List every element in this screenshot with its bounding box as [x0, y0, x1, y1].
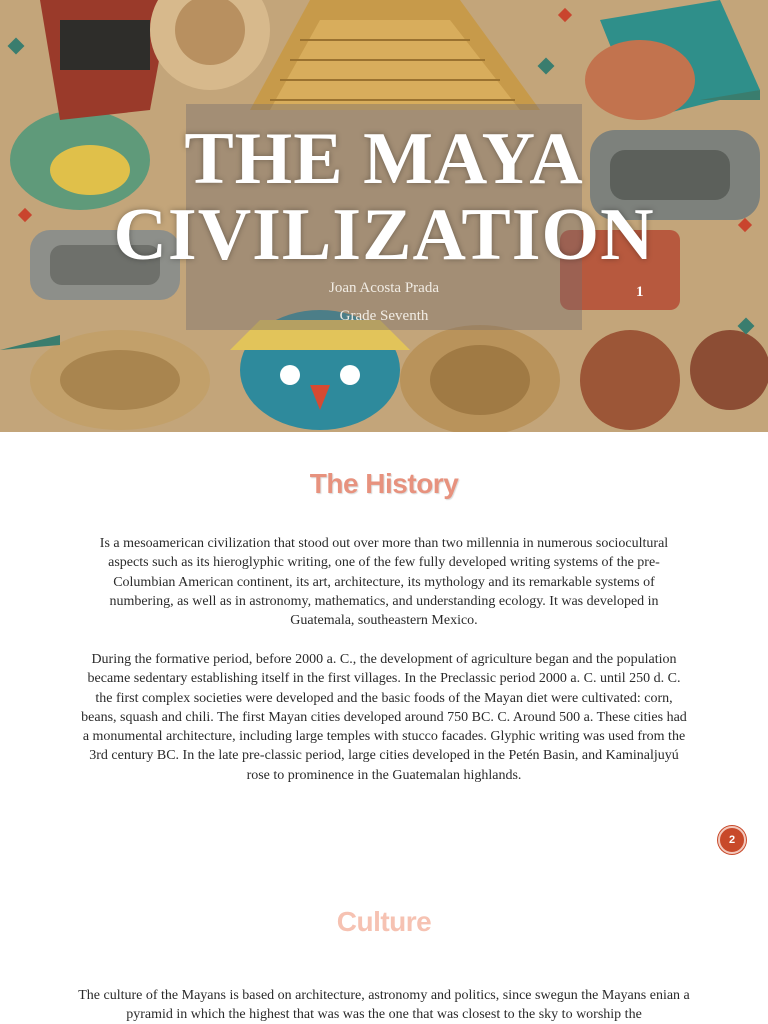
title-line-1: THE MAYA	[184, 118, 584, 200]
history-paragraph-2: During the formative period, before 2000 a. C., the development of agriculture began and the population became sedentary establishing itself in the first villages. In the Preclassic period 2000 a. C. until 250 d. C. the first complex societies were developed and the basic foods of the Mayan diet were cultivated: corn, beans, squash and chili. The first Mayan cities developed around 750 BC. C. Around 500 a. These cities had a monumental architecture, including large temples with stucco facades. Glyphic writing was used from the 3rd century BC. In the late pre-classic period, large cities developed in the Petén Basin, and Kaminaljuyú rose to prominence in the Guatemalan highlands.	[81, 652, 687, 783]
history-paragraph-1: Is a mesoamerican civilization that stood out over more than two millennia in numerous sociocultural aspects such as its hieroglyphic writing, one of the few fully developed writing systems of the pre-Columbian American continent, its art, architecture, its mythology and its remarkable systems of numbering, as well as in astronomy, mathematics, and understanding ecology. It was developed in Guatemala, southeastern Mexico.	[99, 536, 669, 629]
page-number-badge: 2	[718, 826, 746, 854]
history-heading: The History	[309, 468, 459, 499]
slide-number: 1	[636, 284, 644, 300]
grade-label: Grade Seventh	[339, 308, 429, 324]
culture-slide	[0, 872, 768, 1024]
culture-paragraph: The culture of the Mayans is based on architecture, astronomy and politics, since swegun the Mayans enian a pyramid in which the highest that was was the one that was closest to the sky to worship the	[78, 988, 690, 1023]
history-slide	[0, 432, 768, 872]
cover-slide	[0, 0, 768, 432]
culture-heading: Culture	[336, 906, 432, 937]
title-line-2: CIVILIZATION	[113, 194, 655, 276]
author-name: Joan Acosta Prada	[329, 280, 439, 296]
presentation-title	[0, 118, 768, 276]
